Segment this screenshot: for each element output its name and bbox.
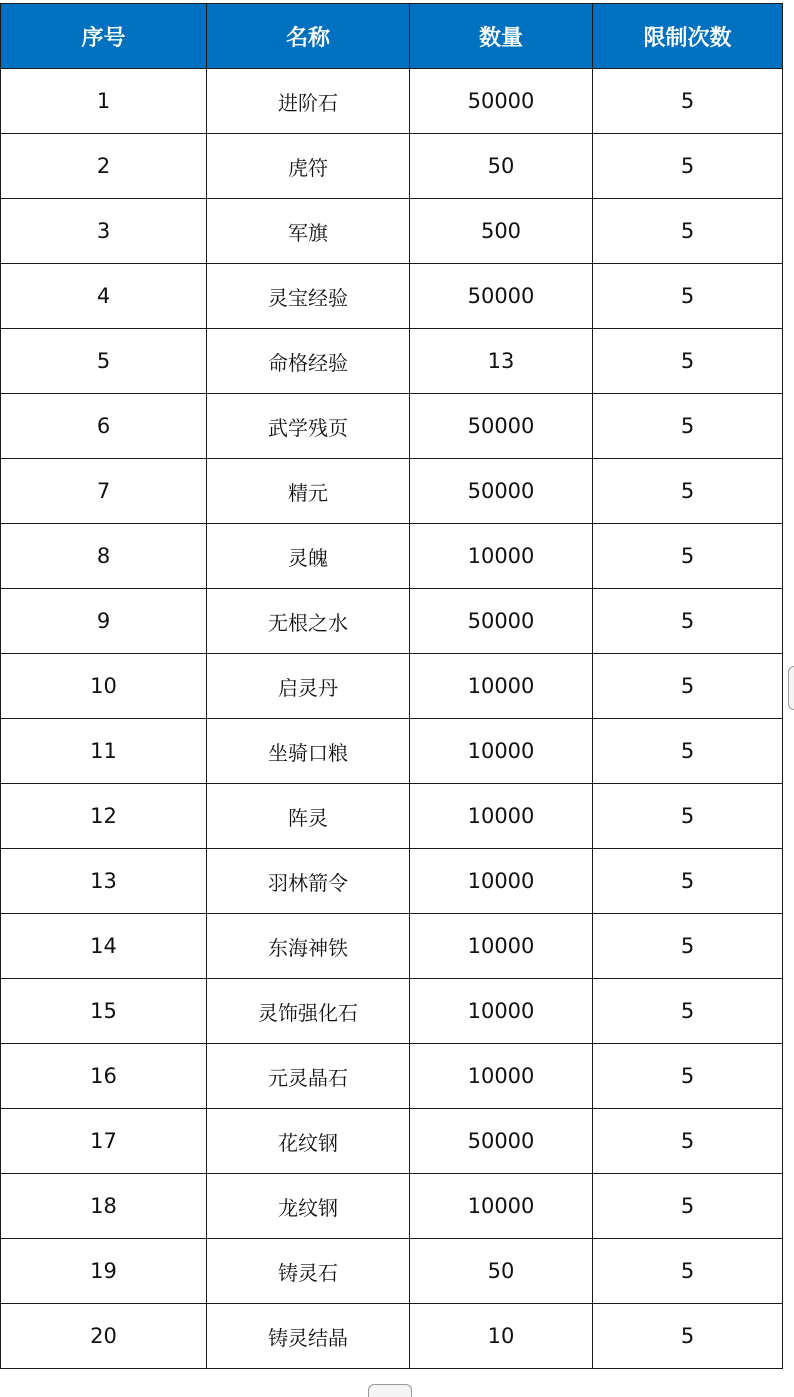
cell-quantity: 10000	[410, 719, 593, 784]
cell-index: 2	[1, 134, 207, 199]
cell-limit: 5	[593, 1304, 783, 1369]
cell-quantity: 50000	[410, 394, 593, 459]
cell-index: 12	[1, 784, 207, 849]
cell-limit: 5	[593, 654, 783, 719]
table-header	[1, 4, 783, 69]
header-row	[1, 4, 783, 69]
cell-name: 武学残页	[207, 394, 410, 459]
cell-quantity: 10000	[410, 1044, 593, 1109]
cell-quantity: 50000	[410, 459, 593, 524]
cell-index: 20	[1, 1304, 207, 1369]
cell-limit: 5	[593, 1109, 783, 1174]
cell-name: 虎符	[207, 134, 410, 199]
table-row	[1, 1304, 783, 1369]
cell-name: 无根之水	[207, 589, 410, 654]
cell-limit: 5	[593, 524, 783, 589]
cell-quantity: 10000	[410, 524, 593, 589]
cell-index: 4	[1, 264, 207, 329]
cell-index: 14	[1, 914, 207, 979]
header-name: 名称	[207, 4, 410, 69]
cell-quantity: 50	[410, 1239, 593, 1304]
cell-limit: 5	[593, 784, 783, 849]
cell-quantity: 50000	[410, 1109, 593, 1174]
table-row	[1, 329, 783, 394]
cell-limit: 5	[593, 264, 783, 329]
item-limit-table	[0, 3, 783, 1369]
cell-limit: 5	[593, 719, 783, 784]
table-row	[1, 849, 783, 914]
cell-index: 8	[1, 524, 207, 589]
table-row	[1, 134, 783, 199]
cell-index: 15	[1, 979, 207, 1044]
cell-name: 铸灵石	[207, 1239, 410, 1304]
cell-name: 军旗	[207, 199, 410, 264]
cell-quantity: 10000	[410, 1174, 593, 1239]
cell-name: 启灵丹	[207, 654, 410, 719]
table-row	[1, 589, 783, 654]
table-body	[1, 69, 783, 1369]
header-quantity: 数量	[410, 4, 593, 69]
cell-quantity: 500	[410, 199, 593, 264]
cell-index: 1	[1, 69, 207, 134]
cell-quantity: 50000	[410, 589, 593, 654]
table-row	[1, 784, 783, 849]
cell-quantity: 50000	[410, 264, 593, 329]
cell-name: 命格经验	[207, 329, 410, 394]
cell-limit: 5	[593, 199, 783, 264]
cell-limit: 5	[593, 979, 783, 1044]
side-scroll-handle[interactable]	[788, 666, 794, 710]
cell-index: 10	[1, 654, 207, 719]
table-row	[1, 979, 783, 1044]
cell-name: 灵饰强化石	[207, 979, 410, 1044]
cell-name: 羽林箭令	[207, 849, 410, 914]
cell-limit: 5	[593, 589, 783, 654]
cell-index: 16	[1, 1044, 207, 1109]
cell-name: 阵灵	[207, 784, 410, 849]
table-row	[1, 69, 783, 134]
cell-name: 花纹钢	[207, 1109, 410, 1174]
table-row	[1, 264, 783, 329]
cell-limit: 5	[593, 134, 783, 199]
table-row	[1, 719, 783, 784]
cell-index: 3	[1, 199, 207, 264]
cell-index: 6	[1, 394, 207, 459]
table-row	[1, 459, 783, 524]
cell-limit: 5	[593, 1174, 783, 1239]
table-row	[1, 914, 783, 979]
table-row	[1, 1174, 783, 1239]
cell-index: 9	[1, 589, 207, 654]
header-limit: 限制次数	[593, 4, 783, 69]
cell-limit: 5	[593, 459, 783, 524]
cell-limit: 5	[593, 1239, 783, 1304]
cell-index: 11	[1, 719, 207, 784]
table-row	[1, 1239, 783, 1304]
cell-index: 13	[1, 849, 207, 914]
cell-limit: 5	[593, 914, 783, 979]
cell-name: 灵宝经验	[207, 264, 410, 329]
cell-name: 铸灵结晶	[207, 1304, 410, 1369]
cell-limit: 5	[593, 394, 783, 459]
cell-limit: 5	[593, 69, 783, 134]
cell-name: 灵魄	[207, 524, 410, 589]
header-index: 序号	[1, 4, 207, 69]
cell-name: 进阶石	[207, 69, 410, 134]
table-row	[1, 394, 783, 459]
cell-index: 17	[1, 1109, 207, 1174]
table-row	[1, 1109, 783, 1174]
cell-limit: 5	[593, 849, 783, 914]
table-row	[1, 524, 783, 589]
cell-quantity: 50	[410, 134, 593, 199]
cell-index: 5	[1, 329, 207, 394]
cell-quantity: 10000	[410, 849, 593, 914]
cell-quantity: 10000	[410, 654, 593, 719]
cell-index: 18	[1, 1174, 207, 1239]
table-row	[1, 654, 783, 719]
cell-name: 元灵晶石	[207, 1044, 410, 1109]
cell-limit: 5	[593, 1044, 783, 1109]
cell-name: 坐骑口粮	[207, 719, 410, 784]
cell-quantity: 10000	[410, 914, 593, 979]
cell-quantity: 50000	[410, 69, 593, 134]
table-row	[1, 1044, 783, 1109]
cell-limit: 5	[593, 329, 783, 394]
cell-quantity: 10000	[410, 784, 593, 849]
cell-quantity: 10	[410, 1304, 593, 1369]
cell-name: 东海神铁	[207, 914, 410, 979]
cell-name: 精元	[207, 459, 410, 524]
cell-quantity: 10000	[410, 979, 593, 1044]
cell-index: 19	[1, 1239, 207, 1304]
table-row	[1, 199, 783, 264]
cell-quantity: 13	[410, 329, 593, 394]
cell-name: 龙纹钢	[207, 1174, 410, 1239]
cell-index: 7	[1, 459, 207, 524]
